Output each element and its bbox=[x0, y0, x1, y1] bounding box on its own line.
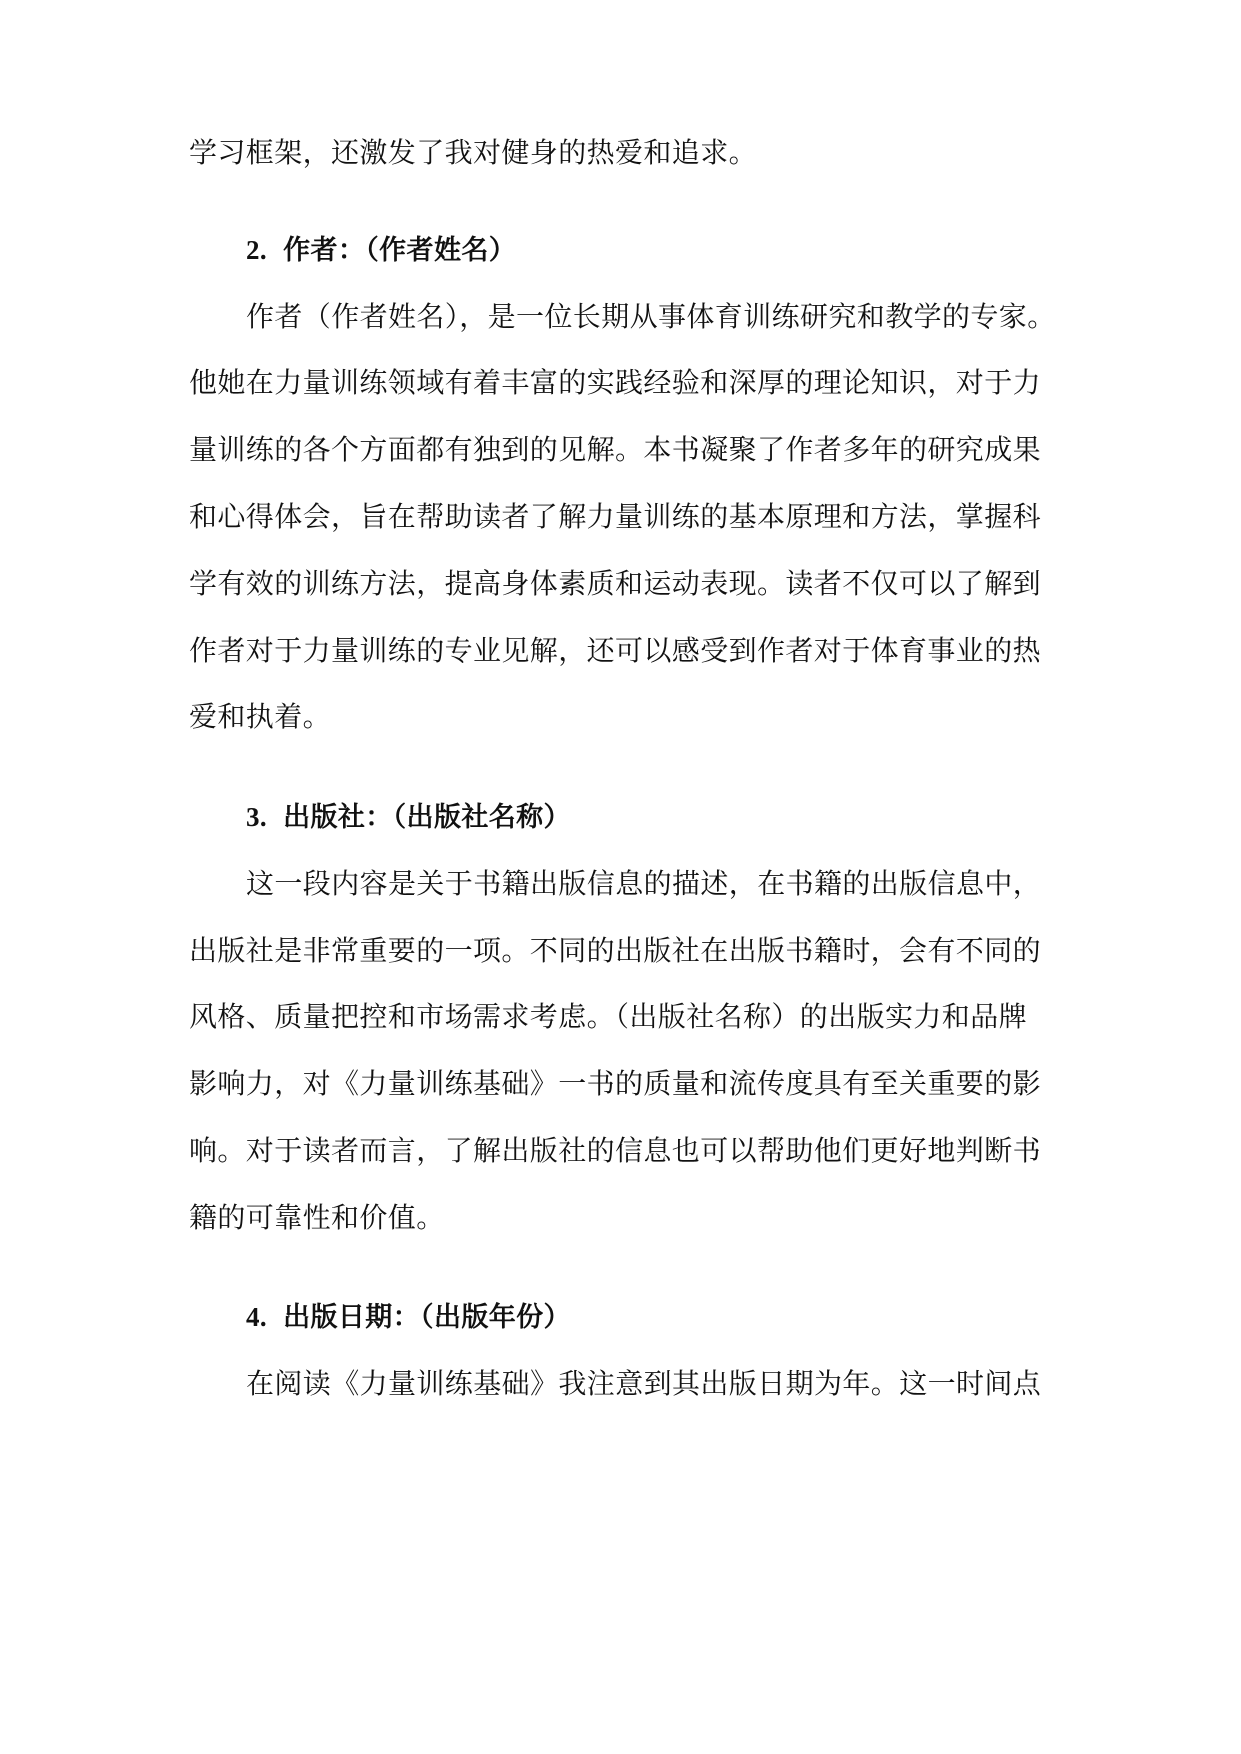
paragraph-line: 作者对于力量训练的专业见解，还可以感受到作者对于体育事业的热 bbox=[189, 634, 1042, 667]
paragraph-line: 这一段内容是关于书籍出版信息的描述，在书籍的出版信息中， bbox=[246, 867, 1042, 900]
section-title: 出版社：（出版社名称） bbox=[283, 802, 571, 833]
paragraph-line: 和心得体会，旨在帮助读者了解力量训练的基本原理和方法，掌握科 bbox=[189, 500, 1042, 533]
paragraph-line: 量训练的各个方面都有独到的见解。本书凝聚了作者多年的研究成果 bbox=[189, 433, 1042, 466]
paragraph-line: 影响力，对《力量训练基础》一书的质量和流传度具有至关重要的影 bbox=[189, 1067, 1042, 1100]
section-title: 出版日期：（出版年份） bbox=[283, 1302, 571, 1333]
paragraph-line: 他她在力量训练领域有着丰富的实践经验和深厚的理论知识，对于力 bbox=[189, 366, 1042, 399]
paragraph-line: 爱和执着。 bbox=[189, 700, 332, 733]
section-number: 4. bbox=[246, 1302, 268, 1332]
section-number: 3. bbox=[246, 802, 268, 832]
section-number: 2. bbox=[246, 235, 268, 265]
section-heading-publisher bbox=[246, 797, 571, 837]
section-heading-publish-date bbox=[246, 1297, 571, 1337]
section-title: 作者：（作者姓名） bbox=[283, 235, 517, 266]
paragraph-line: 出版社是非常重要的一项。不同的出版社在出版书籍时，会有不同的 bbox=[189, 934, 1042, 967]
paragraph-line: 在阅读《力量训练基础》我注意到其出版日期为年。这一时间点 bbox=[246, 1367, 1042, 1400]
paragraph-line: 响。对于读者而言，了解出版社的信息也可以帮助他们更好地判断书 bbox=[189, 1134, 1042, 1167]
paragraph-line: 作者（作者姓名），是一位长期从事体育训练研究和教学的专家。 bbox=[246, 300, 1056, 333]
paragraph-line: 籍的可靠性和价值。 bbox=[189, 1201, 445, 1234]
paragraph-line: 学有效的训练方法，提高身体素质和运动表现。读者不仅可以了解到 bbox=[189, 567, 1042, 600]
paragraph-line: 风格、质量把控和市场需求考虑。（出版社名称）的出版实力和品牌 bbox=[189, 1000, 1028, 1033]
intro-line: 学习框架，还激发了我对健身的热爱和追求。 bbox=[189, 136, 758, 169]
section-heading-author bbox=[246, 230, 516, 270]
